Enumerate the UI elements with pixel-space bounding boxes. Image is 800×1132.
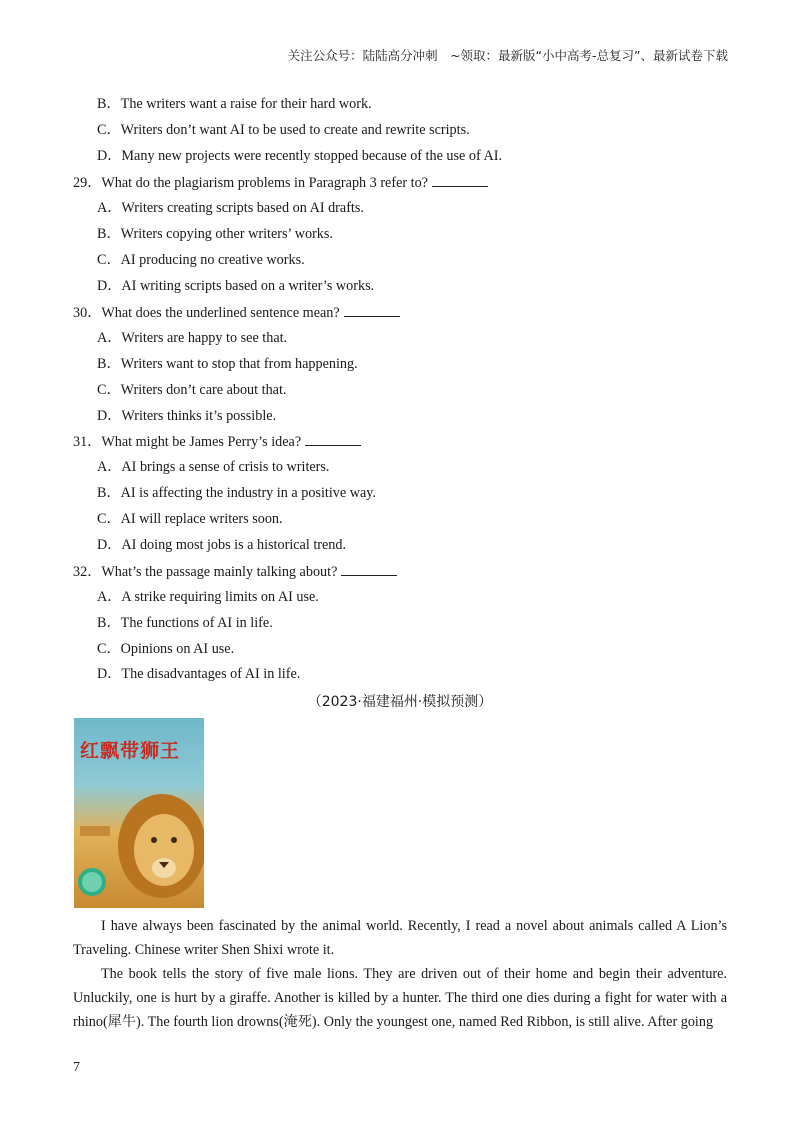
q30-option-d: D．Writers thinks it’s possible. [97, 408, 277, 424]
q30-option-a: A．Writers are happy to see that. [97, 330, 288, 346]
question-source: （2023·福建福州·模拟预测） [307, 694, 493, 710]
q29-option-d: D．AI writing scripts based on a writer’s works. [97, 278, 375, 294]
q31-option-b: B．AI is affecting the industry in a positive way. [97, 485, 376, 501]
q31-option-a: A．AI brings a sense of crisis to writers. [97, 459, 330, 475]
question-29 [73, 173, 488, 192]
question-32 [73, 562, 397, 581]
question-30-stem: 30．What does the underlined sentence mean? [73, 305, 340, 321]
answer-blank [344, 303, 400, 317]
q31-option-d: D．AI doing most jobs is a historical trend. [97, 537, 347, 553]
question-32-stem: 32．What’s the passage mainly talking about? [73, 564, 338, 580]
page-header: 关注公众号：陆陆高分冲刺 ~领取：最新版“小中高考-总复习”、最新试卷下载 [287, 48, 728, 63]
question-31 [73, 432, 361, 451]
passage-paragraph-2: The book tells the story of five male lions. They are driven out of their home and begin their adventure. Unluckily, one is hurt by a giraffe. Another is killed by a hunter. The third one dies during a fight for water with a rhino(犀牛). The fourth lion drowns(淹死). Only the youngest one, named Red Ribbon, is still alive. After going [73, 966, 727, 1030]
q32-option-b: B．The functions of AI in life. [97, 615, 273, 631]
question-30 [73, 303, 400, 322]
answer-blank [341, 562, 397, 576]
question-31-stem: 31．What might be James Perry’s idea? [73, 434, 302, 450]
answer-blank [432, 173, 488, 187]
q32-option-a: A．A strike requiring limits on AI use. [97, 589, 319, 605]
q29-option-b: B．Writers copying other writers’ works. [97, 226, 333, 242]
lion-illustration [74, 718, 204, 908]
q28-option-c: C．Writers don’t want AI to be used to create and rewrite scripts. [97, 122, 470, 138]
question-29-stem: 29．What do the plagiarism problems in Paragraph 3 refer to? [73, 175, 428, 191]
q32-option-d: D．The disadvantages of AI in life. [97, 666, 301, 682]
q30-option-b: B．Writers want to stop that from happening. [97, 356, 358, 372]
q28-option-d: D．Many new projects were recently stopped because of the use of AI. [97, 148, 502, 164]
q28-option-b: B．The writers want a raise for their hard work. [97, 96, 372, 112]
q32-option-c: C．Opinions on AI use. [97, 641, 235, 657]
book-cover-image [74, 718, 204, 908]
q29-option-a: A．Writers creating scripts based on AI drafts. [97, 200, 364, 216]
book-cover-title: 红飘带狮王 [80, 740, 181, 762]
q29-option-c: C．AI producing no creative works. [97, 252, 305, 268]
page-number: 7 [73, 1060, 80, 1075]
passage-paragraph-1: I have always been fascinated by the animal world. Recently, I read a novel about animals called A Lion’s Traveling. Chinese writer Shen Shixi wrote it. [73, 918, 727, 958]
answer-blank [305, 432, 361, 446]
q31-option-c: C．AI will replace writers soon. [97, 511, 283, 527]
q30-option-c: C．Writers don’t care about that. [97, 382, 287, 398]
